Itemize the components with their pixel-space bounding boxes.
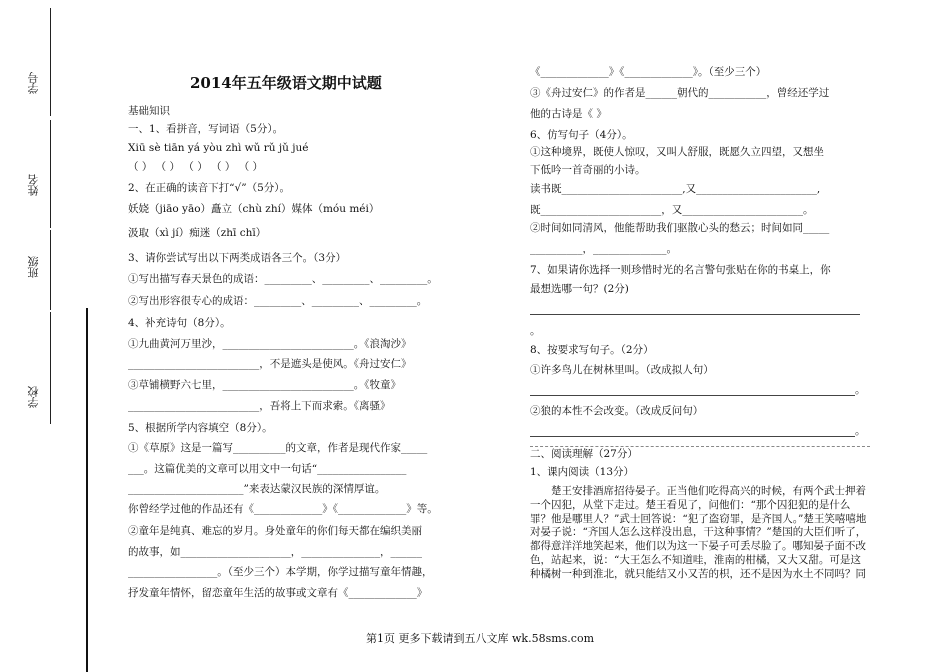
left-line: ______________________”来表达蒙汉民族的深情厚谊。 (128, 483, 386, 495)
left-line: 妖娆（jiāo yāo）矗立（chù zhí）媒体（móu méi） (128, 203, 380, 215)
right-line: __________，______________。 (530, 243, 677, 255)
right-line: 下低吟一首奇丽的小诗。 (530, 164, 646, 176)
side-label-school: 学校 (27, 386, 40, 408)
right-line: 7、如果请你选择一则珍惜时光的名言警句张贴在你的书桌上，你 (530, 264, 831, 276)
left-line: （ ） （ ） （ ） （ ） （ ） (128, 161, 264, 173)
right-line: 。 (855, 425, 866, 437)
right-line: ①许多鸟儿在树林里叫。（改成拟人句） (530, 364, 714, 376)
right-line: 1、课内阅读（13分） (530, 466, 635, 478)
right-line: 。 (530, 325, 541, 337)
left-line: ①《草原》这是一篇写__________的文章，作者是现代作家_____ (128, 442, 428, 454)
right-line: ①这种境界，既使人惊叹，又叫人舒服，既愿久立四望，又想坐 (530, 146, 824, 158)
left-line: _________________________，不是遮头是使风。《舟过安仁》 (128, 358, 412, 370)
left-line: ②童年是纯真、难忘的岁月。身处童年的你们每天都在编织美丽 (128, 525, 422, 537)
left-line: ①九曲黄河万里沙，_________________________。《浪淘沙》 (128, 338, 412, 350)
reading-passage: 楚王安排酒席招待晏子。正当他们吃得高兴的时候，有两个武士押着一个囚犯，从堂下走过。楚王看见了，问他们：“那个囚犯犯的是什么罪？他是哪里人？”武士回答说：“犯了盗窃罪，是齐国人。”楚王笑嘻嘻地对晏子说：“齐国人怎么这样没出息，干这种事情？”楚国的大臣们听了，都得意洋洋地笑起来，他们以为这一下晏子可丢尽脸了。哪知晏子面不改色，站起来，说：“大王怎么不知道哇，淮南的柑橘，又大又甜。可是这种橘树一种到淮北，就只能结又小又苦的枳，还不是因为水土不同吗？同 (530, 485, 867, 580)
right-line: 他的古诗是《 》 (530, 108, 607, 120)
right-line: ③《舟过安仁》的作者是______朝代的___________，曾经还学过 (530, 87, 830, 99)
side-label-class: 班级 (27, 256, 40, 278)
right-line: 既_______________________，又_______________________。 (530, 204, 814, 216)
right-line: 二、阅读理解（27分） (530, 448, 638, 460)
binding-bar (86, 308, 88, 672)
left-line: 汲取（xì jí）痴迷（zhī chī） (128, 227, 267, 239)
left-line: 5、根据所学内容填空（8分）。 (128, 422, 273, 434)
right-line: 《_____________》《_____________》。（至少三个） (530, 66, 767, 78)
exam-title: 2014年五年级语文期中试题 (190, 74, 382, 92)
right-line: ②时间如同清风，他能帮助我们驱散心头的愁云；时间如同_____ (530, 222, 830, 234)
left-line: ②写出形容很专心的成语：_________、_________、_________。 (128, 295, 428, 307)
section-divider (530, 446, 870, 447)
left-line: 2、在正确的读音下打“√”（5分）。 (128, 182, 291, 194)
class-line (50, 230, 51, 310)
right-line: ②狼的本性不会改变。（改成反问句） (530, 405, 704, 417)
left-line: ___。这篇优美的文章可以用文中一句话“_________________ (128, 463, 407, 475)
side-label-student-id: 学号 (27, 72, 40, 94)
left-line: 3、请你尝试写出以下两类成语各三个。（3分） (128, 252, 347, 264)
school-line (50, 312, 51, 424)
left-line: 4、补充诗句（8分）。 (128, 317, 231, 329)
student-id-line (50, 8, 51, 116)
left-line: _________________________，吾将上下而求索。《离骚》 (128, 400, 391, 412)
name-line (50, 120, 51, 228)
right-line: 读书既_______________________,又_______________________, (530, 183, 821, 195)
right-line: 最想选哪一句？(2分) (530, 283, 629, 295)
left-line: 基础知识 (128, 105, 170, 117)
left-line: ①写出描写春天景色的成语：_________、_________、_________。 (128, 273, 438, 285)
left-line: Xiū sè tiān yá yòu zhì wǔ rǔ jǔ jué (128, 142, 309, 154)
right-line: 6、仿写句子（4分）。 (530, 129, 633, 141)
answer-line-q7 (530, 314, 860, 315)
right-line: 。 (855, 384, 866, 396)
page-footer: 第1页 更多下载请到五八文库 wk.58sms.com (366, 632, 594, 645)
side-label-name: 姓名 (27, 174, 40, 196)
left-line: _________________。（至少三个）本学期，你学过描写童年情趣， (128, 566, 433, 578)
answer-line-q8-2 (530, 436, 855, 437)
left-line: 的故事，如_____________________，_______________，______ (128, 546, 422, 558)
left-line: 你曾经学过他的作品还有《_____________》《_____________》等。 (128, 503, 438, 515)
left-line: 一、1、看拼音，写词语（5分）。 (128, 123, 284, 135)
left-line: ③草铺横野六七里，_________________________。《牧童》 (128, 379, 401, 391)
answer-line-q8-1 (530, 395, 855, 396)
right-line: 8、按要求写句子。（2分） (530, 344, 654, 356)
left-line: 抒发童年情怀，留恋童年生活的故事或文章有《_____________》 (128, 587, 428, 599)
